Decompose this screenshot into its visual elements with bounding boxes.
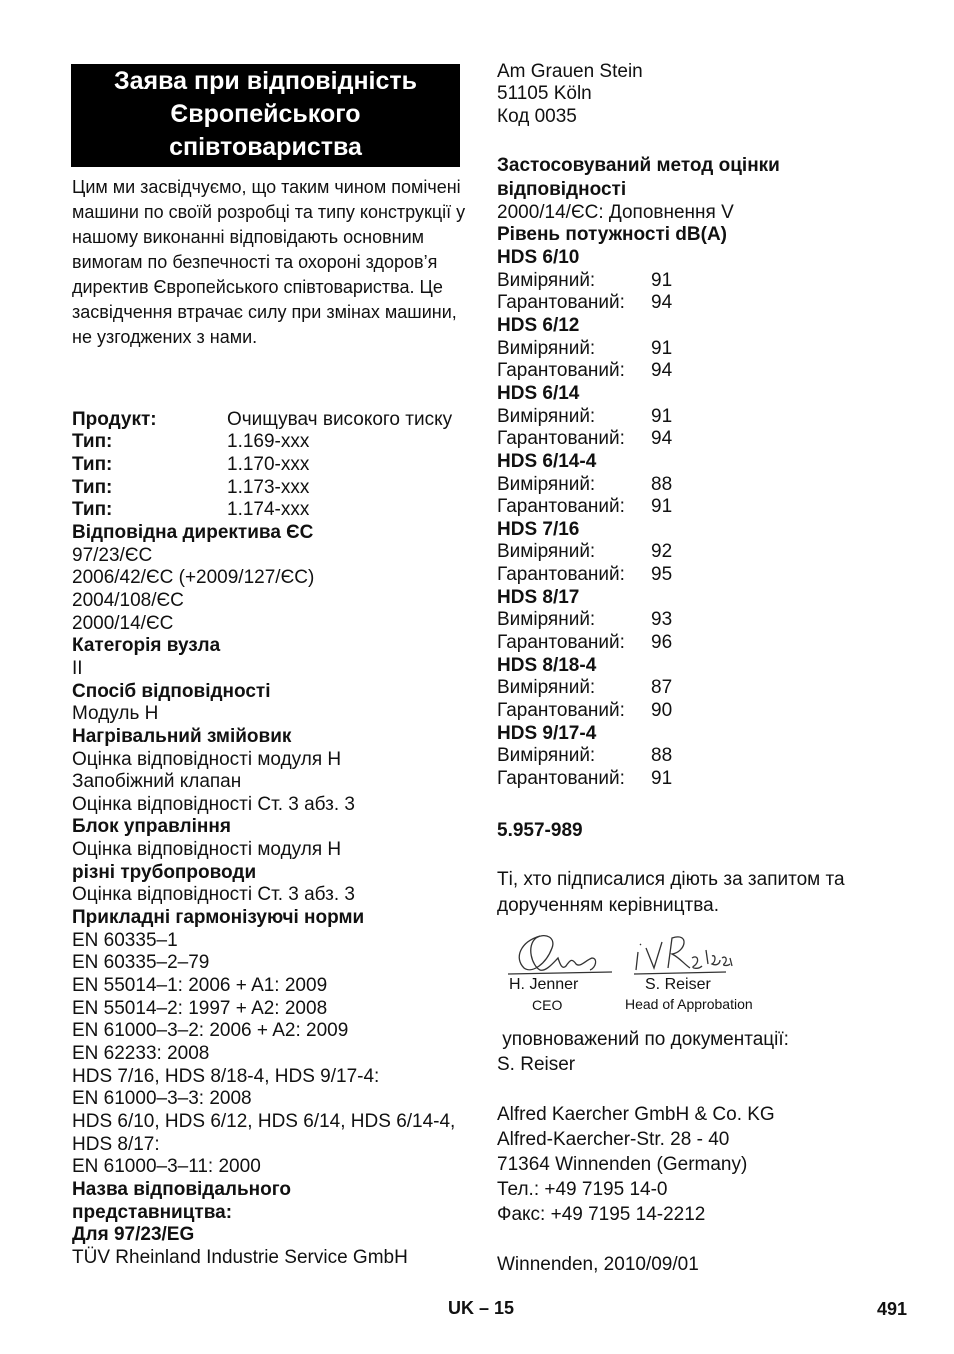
detail-line: TÜV Rheinland Industrie Service GmbH	[72, 1247, 408, 1268]
noise-label: Гарантований:	[497, 700, 625, 721]
method-heading: відповідності	[497, 179, 627, 200]
detail-line: EN 61000–3–3: 2008	[72, 1088, 252, 1109]
page-number: 491	[877, 1299, 908, 1319]
detail-line: Запобіжний клапан	[72, 771, 242, 792]
type-row	[72, 499, 309, 521]
detail-line: Оцінка відповідності модуля H	[72, 749, 342, 770]
address-line: Am Grauen Stein	[497, 61, 643, 82]
noise-label: Виміряний:	[497, 270, 596, 291]
section-heading: Спосіб відповідності	[72, 681, 271, 702]
noise-value: 95	[651, 564, 673, 585]
measured-row	[497, 338, 672, 360]
model-name: HDS 6/12	[497, 315, 580, 336]
type-row	[72, 454, 309, 476]
detail-line: EN 60335–1	[72, 930, 178, 951]
authorized-line: S. Reiser	[497, 1054, 576, 1075]
measured-row	[497, 474, 672, 496]
address-line: Код 0035	[497, 106, 577, 127]
section-heading: Блок управління	[72, 816, 231, 837]
guaranteed-row	[497, 292, 672, 314]
measured-row	[497, 541, 672, 563]
detail-line: HDS 8/17:	[72, 1134, 160, 1155]
detail-line: EN 55014–2: 1997 + A2: 2008	[72, 998, 328, 1019]
signer-role: Head of Approbation	[625, 996, 753, 1012]
noise-label: Гарантований:	[497, 768, 625, 789]
section-heading: Відповідна директива ЄС	[72, 522, 314, 543]
detail-line: Оцінка відповідності Ст. 3 абз. 3	[72, 794, 355, 815]
noise-label: Гарантований:	[497, 360, 625, 381]
type-row	[72, 477, 309, 499]
type-value: 1.169-xxx	[227, 431, 310, 452]
type-label: Тип:	[72, 431, 113, 452]
detail-line: EN 55014–1: 2006 + A1: 2009	[72, 975, 328, 996]
section-heading: Нагрівальний змійовик	[72, 726, 292, 747]
document-title	[71, 64, 460, 167]
address-line: 51105 Köln	[497, 83, 592, 104]
model-name: HDS 6/14-4	[497, 451, 597, 472]
guaranteed-row	[497, 564, 672, 586]
noise-value: 87	[651, 677, 673, 698]
product-label: Продукт:	[72, 409, 157, 430]
detail-line: 2000/14/ЄС	[72, 613, 174, 634]
model-name: HDS 6/10	[497, 247, 580, 268]
noise-value: 91	[651, 768, 673, 789]
power-heading: Рівень потужності dB(A)	[497, 224, 728, 245]
noise-value: 92	[651, 541, 673, 562]
noise-value: 91	[651, 338, 673, 359]
noise-value: 93	[651, 609, 673, 630]
noise-label: Гарантований:	[497, 632, 625, 653]
detail-line: HDS 6/10, HDS 6/12, HDS 6/14, HDS 6/14-4,	[72, 1111, 456, 1132]
noise-label: Виміряний:	[497, 406, 596, 427]
title-line-3: співтовариства	[169, 133, 362, 161]
signature-graphics	[500, 928, 740, 980]
noise-label: Виміряний:	[497, 541, 596, 562]
noise-value: 88	[651, 474, 673, 495]
company-line: 71364 Winnenden (Germany)	[497, 1154, 748, 1175]
intro-paragraph: Цим ми засвідчуємо, що таким чином помічені машини по своїй розробці та типу конструкції у нашому виконанні відповідають основним вимогам по безпечності та охороні здоров’я директив Європейського співтовариства. Це засвідчення втрачає силу при змінах машини, не узгоджених з нами.	[72, 177, 466, 347]
detail-line: 2006/42/ЄС (+2009/127/ЄС)	[72, 567, 315, 588]
noise-value: 91	[651, 496, 673, 517]
type-label: Тип:	[72, 477, 113, 498]
type-label: Тип:	[72, 499, 113, 520]
noise-value: 91	[651, 406, 673, 427]
type-value: 1.170-xxx	[227, 454, 310, 475]
section-heading: Прикладні гармонізуючі норми	[72, 907, 365, 928]
place-date: Winnenden, 2010/09/01	[497, 1254, 699, 1275]
company-line: Тел.: +49 7195 14-0	[497, 1179, 668, 1200]
signers-note: Ті, хто підписалися діють за запитом та	[497, 869, 845, 890]
signer-name: S. Reiser	[645, 976, 711, 993]
product-value: Очищувач високого тиску	[227, 409, 453, 430]
detail-line: HDS 7/16, HDS 8/18-4, HDS 9/17-4:	[72, 1066, 380, 1087]
company-line: Факс: +49 7195 14-2212	[497, 1204, 706, 1225]
detail-line: Оцінка відповідності Ст. 3 абз. 3	[72, 884, 355, 905]
detail-line: 2004/108/ЄС	[72, 590, 184, 611]
detail-line: 97/23/ЄС	[72, 545, 153, 566]
document-number: 5.957-989	[497, 820, 583, 841]
noise-label: Виміряний:	[497, 338, 596, 359]
measured-row	[497, 609, 672, 631]
product-row	[72, 409, 452, 431]
measured-row	[497, 406, 672, 428]
section-heading: Назва відповідального	[72, 1179, 292, 1200]
section-heading: різні трубопроводи	[72, 862, 257, 883]
authorized-line: уповноважений по документації:	[497, 1029, 789, 1050]
guaranteed-row	[497, 632, 672, 654]
type-value: 1.173-xxx	[227, 477, 310, 498]
noise-label: Гарантований:	[497, 292, 625, 313]
section-heading: Для 97/23/EG	[72, 1224, 195, 1245]
noise-label: Гарантований:	[497, 496, 625, 517]
detail-line: EN 61000–3–11: 2000	[72, 1156, 261, 1177]
noise-value: 94	[651, 360, 673, 381]
model-name: HDS 6/14	[497, 383, 580, 404]
detail-line: EN 61000–3–2: 2006 + A2: 2009	[72, 1020, 349, 1041]
company-line: Alfred Kaercher GmbH & Co. KG	[497, 1104, 775, 1125]
section-heading: представництва:	[72, 1202, 233, 1223]
type-label: Тип:	[72, 454, 113, 475]
noise-value: 90	[651, 700, 673, 721]
measured-row	[497, 745, 672, 767]
noise-value: 94	[651, 292, 673, 313]
section-heading: Категорія вузла	[72, 635, 221, 656]
type-row	[72, 431, 309, 453]
model-name: HDS 9/17-4	[497, 723, 597, 744]
measured-row	[497, 270, 672, 292]
detail-line: Модуль H	[72, 703, 159, 724]
model-name: HDS 7/16	[497, 519, 580, 540]
title-line-1: Заява при відповідність	[113, 67, 418, 95]
detail-line: II	[72, 658, 83, 679]
noise-label: Виміряний:	[497, 677, 596, 698]
signature-reiser	[634, 937, 732, 974]
guaranteed-row	[497, 700, 672, 722]
signer-role: CEO	[532, 997, 563, 1013]
noise-label: Виміряний:	[497, 745, 596, 766]
guaranteed-row	[497, 360, 672, 382]
measured-row	[497, 677, 672, 699]
method-value: 2000/14/ЄС: Доповнення V	[497, 202, 734, 223]
signature-jenner	[508, 936, 612, 974]
title-line-2: Європейського	[170, 100, 361, 128]
model-name: HDS 8/18-4	[497, 655, 597, 676]
noise-label: Виміряний:	[497, 609, 596, 630]
noise-label: Гарантований:	[497, 564, 625, 585]
method-heading: Застосовуваний метод оцінки	[497, 155, 780, 176]
signer-name: H. Jenner	[509, 976, 579, 993]
type-value: 1.174-xxx	[227, 499, 310, 520]
detail-line: Оцінка відповідності модуля H	[72, 839, 342, 860]
model-name: HDS 8/17	[497, 587, 580, 608]
company-line: Alfred-Kaercher-Str. 28 - 40	[497, 1129, 730, 1150]
signers-note: дорученням керівництва.	[497, 895, 719, 916]
guaranteed-row	[497, 428, 672, 450]
detail-line: EN 60335–2–79	[72, 952, 210, 973]
guaranteed-row	[497, 768, 672, 790]
noise-label: Виміряний:	[497, 474, 596, 495]
guaranteed-row	[497, 496, 672, 518]
noise-value: 88	[651, 745, 673, 766]
noise-value: 94	[651, 428, 673, 449]
noise-value: 91	[651, 270, 673, 291]
noise-label: Гарантований:	[497, 428, 625, 449]
noise-value: 96	[651, 632, 673, 653]
footer-section: UK – 15	[448, 1298, 515, 1318]
detail-line: EN 62233: 2008	[72, 1043, 210, 1064]
